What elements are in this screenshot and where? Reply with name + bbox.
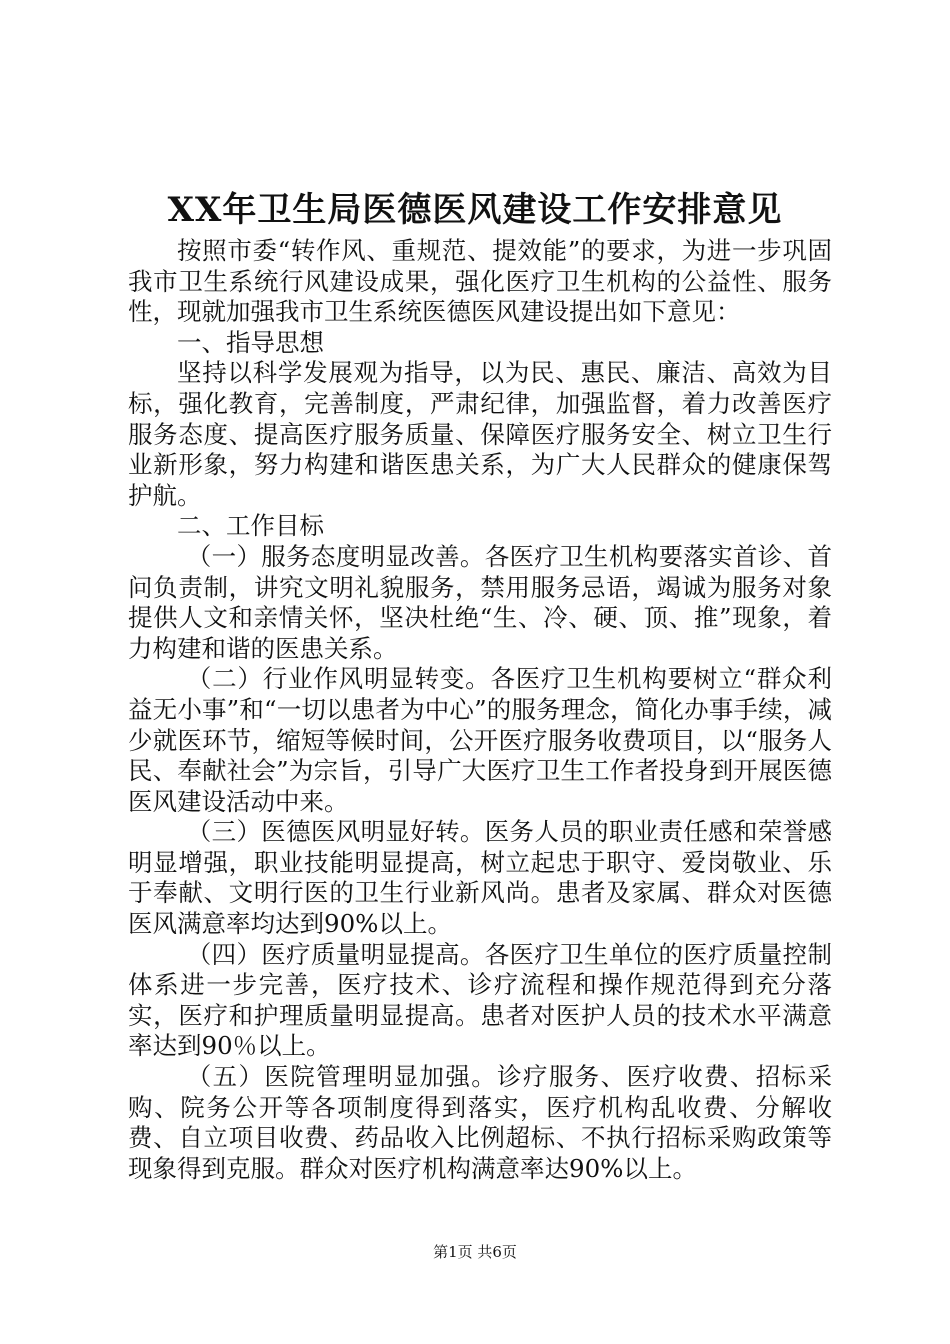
- goal-item-3: （三）医德医风明显好转。医务人员的职业责任感和荣誉感明显增强，职业技能明显提高，树立起忠于职守、爱岗敬业、乐于奉献、文明行医的卫生行业新风尚。患者及家属、群众对医德医风满意率均达到90%以上。: [128, 817, 832, 939]
- goal-item-5: （五）医院管理明显加强。诊疗服务、医疗收费、招标采购、院务公开等各项制度得到落实，医疗机构乱收费、分解收费、自立项目收费、药品收入比例超标、不执行招标采购政策等现象得到克服。群众对医疗机构满意率达90%以上。: [128, 1062, 832, 1183]
- section-heading-guiding-thought: 一、指导思想: [177, 327, 324, 357]
- page-number-footer: 第1页 共6页: [433, 1243, 517, 1261]
- goal-item-2: （二）行业作风明显转变。各医疗卫生机构要树立“群众利益无小事”和“一切以患者为中心”的服务理念，简化办事手续，减少就医环节，缩短等候时间，公开医疗服务收费项目，以“服务人民、奉献社会”为宗旨，引导广大医疗卫生工作者投身到开展医德医风建设活动中来。: [128, 664, 832, 816]
- goal-item-1: （一）服务态度明显改善。各医疗卫生机构要落实首诊、首问负责制，讲究文明礼貌服务，禁用服务忌语，竭诚为服务对象提供人文和亲情关怀，坚决杜绝“生、冷、硬、顶、推”现象，着力构建和谐的医患关系。: [128, 541, 832, 663]
- document-title: XX年卫生局医德医风建设工作安排意见: [167, 190, 783, 230]
- section-heading-work-goals: 二、工作目标: [177, 511, 324, 541]
- goal-item-4: （四）医疗质量明显提高。各医疗卫生单位的医疗质量控制体系进一步完善，医疗技术、诊疗流程和操作规范得到充分落实，医疗和护理质量明显提高。患者对医护人员的技术水平满意率达到90％以上。: [128, 939, 832, 1061]
- document-body: [128, 236, 832, 1184]
- guiding-thought-paragraph: 坚持以科学发展观为指导，以为民、惠民、廉洁、高效为目标，强化教育，完善制度，严肃纪律，加强监督，着力改善医疗服务态度、提高医疗服务质量、保障医疗服务安全、树立卫生行业新形象，努力构建和谐医患关系，为广大人民群众的健康保驾护航。: [128, 358, 832, 510]
- intro-paragraph: 按照市委“转作风、重规范、提效能”的要求，为进一步巩固我市卫生系统行风建设成果，强化医疗卫生机构的公益性、服务性，现就加强我市卫生系统医德医风建设提出如下意见：: [128, 236, 832, 327]
